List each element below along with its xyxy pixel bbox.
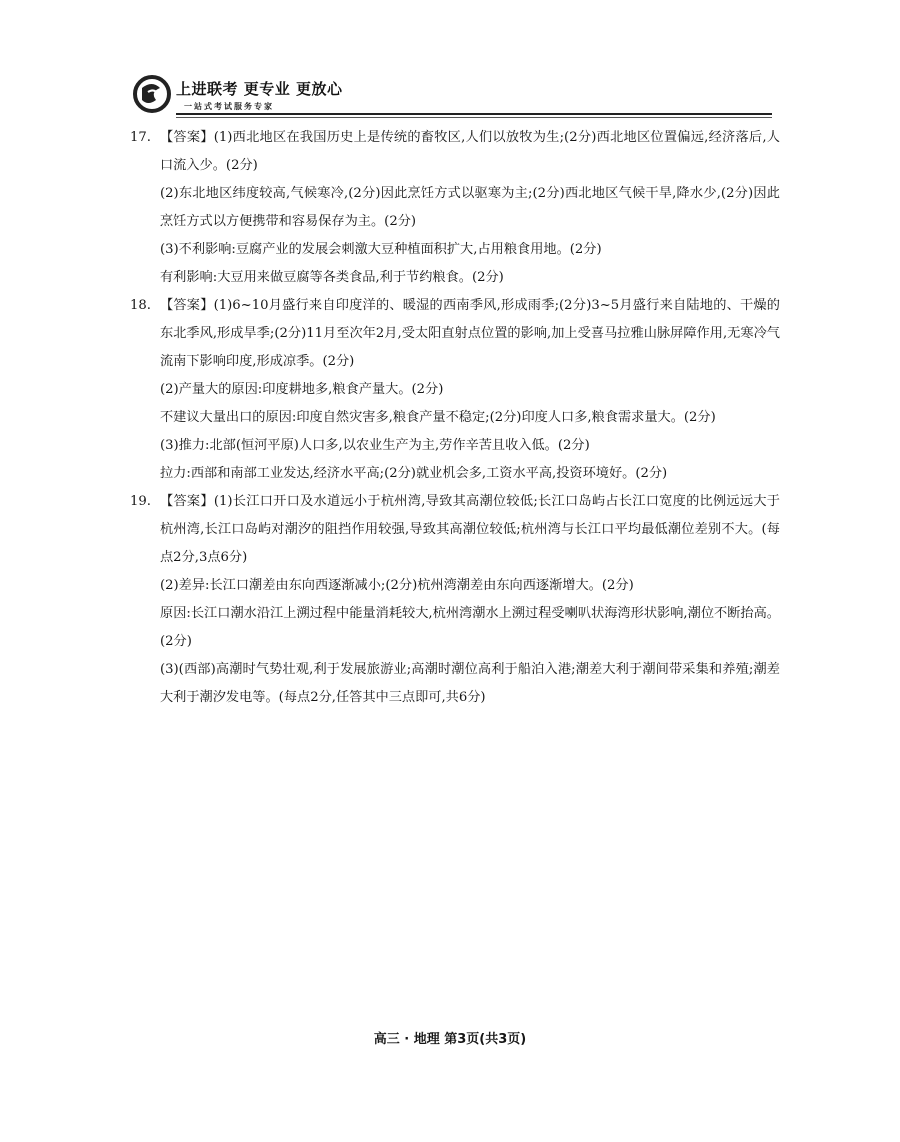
answer-paragraph: (2)东北地区纬度较高,气候寒冷,(2分)因此烹饪方式以驱寒为主;(2分)西北地区气候干旱,降水少,(2分)因此烹饪方式以方便携带和容易保存为主。(2分) [160, 186, 780, 229]
answer-paragraph: 拉力:西部和南部工业发达,经济水平高;(2分)就业机会多,工资水平高,投资环境好。(2分) [160, 466, 668, 481]
answer-paragraph: (3)不利影响:豆腐产业的发展会刺激大豆种植面积扩大,占用粮食用地。(2分) [160, 242, 602, 257]
answer-paragraph: (2)产量大的原因:印度耕地多,粮食产量大。(2分) [160, 382, 444, 397]
page-footer: 高三 · 地理 第3页(共3页) [373, 1032, 527, 1047]
logo-icon [132, 74, 172, 114]
answer-paragraph: 【答案】(1)西北地区在我国历史上是传统的畜牧区,人们以放牧为生;(2分)西北地区位置偏远,经济落后,人口流入少。(2分) [160, 130, 780, 173]
question-18 [130, 292, 780, 488]
question-number: 19. [130, 494, 151, 509]
answer-paragraph: (3)(西部)高潮时气势壮观,利于发展旅游业;高潮时潮位高利于船泊入港;潮差大利于潮间带采集和养殖;潮差大利于潮汐发电等。(每点2分,任答其中三点即可,共6分) [160, 662, 780, 705]
answer-paragraph: 有利影响:大豆用来做豆腐等各类食品,利于节约粮食。(2分) [160, 270, 504, 285]
answer-paragraph: 原因:长江口潮水沿江上溯过程中能量消耗较大,杭州湾潮水上溯过程受喇叭状海湾形状影响,潮位不断抬高。(2分) [160, 606, 780, 649]
answer-paragraph: 不建议大量出口的原因:印度自然灾害多,粮食产量不稳定;(2分)印度人口多,粮食需求量大。(2分) [160, 410, 716, 425]
page-header [132, 72, 772, 122]
brand-tagline: 一站式考试服务专家 [184, 102, 274, 111]
brand-slogan: 上进联考 更专业 更放心 [176, 80, 343, 98]
question-number: 18. [130, 298, 151, 313]
header-divider-thin [176, 117, 772, 118]
header-divider [176, 113, 772, 115]
answer-paragraph: (2)差异:长江口潮差由东向西逐渐减小;(2分)杭州湾潮差由东向西逐渐增大。(2分) [160, 578, 634, 593]
question-19 [130, 488, 780, 712]
answer-content [130, 124, 780, 712]
answer-paragraph: (3)推力:北部(恒河平原)人口多,以农业生产为主,劳作辛苦且收入低。(2分) [160, 438, 590, 453]
answer-paragraph: 【答案】(1)6~10月盛行来自印度洋的、暖湿的西南季风,形成雨季;(2分)3~5月盛行来自陆地的、干燥的东北季风,形成旱季;(2分)11月至次年2月,受太阳直射点位置的影响,加上受喜马拉雅山脉屏障作用,无寒冷气流南下影响印度,形成凉季。(2分) [160, 298, 780, 369]
question-number: 17. [130, 130, 151, 145]
question-17 [130, 124, 780, 292]
answer-paragraph: 【答案】(1)长江口开口及水道远小于杭州湾,导致其高潮位较低;长江口岛屿占长江口宽度的比例远远大于杭州湾,长江口岛屿对潮汐的阻挡作用较强,导致其高潮位较低;杭州湾与长江口平均最低潮位差别不大。(每点2分,3点6分) [160, 494, 780, 565]
